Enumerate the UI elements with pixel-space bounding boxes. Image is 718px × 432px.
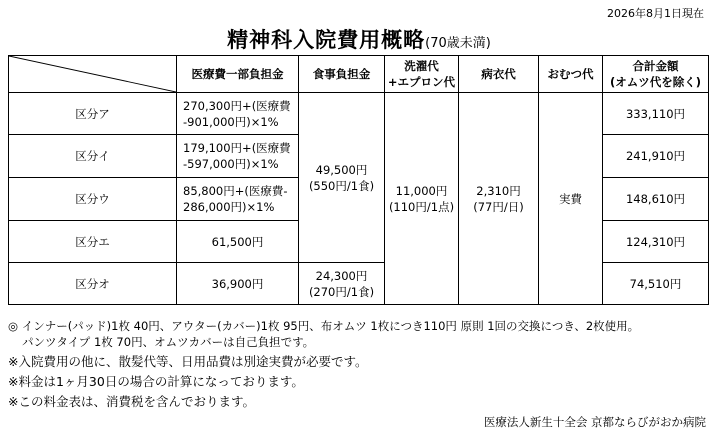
meal-cell-b: 24,300円 (270円/1食) bbox=[299, 263, 385, 305]
header-gown: 病衣代 bbox=[459, 56, 539, 93]
row-label: 区分ウ bbox=[9, 178, 177, 221]
diaper-notes bbox=[8, 318, 639, 350]
diaper-cell: 実費 bbox=[539, 93, 603, 305]
title-sub: (70歳未満) bbox=[425, 36, 491, 51]
laundry-cell: 11,000円 (110円/1点) bbox=[385, 93, 459, 305]
medical-cell: 61,500円 bbox=[177, 221, 299, 263]
medical-cell: 270,300円+(医療費 -901,000円)×1% bbox=[177, 93, 299, 135]
corner-cell bbox=[9, 56, 177, 93]
table-row bbox=[9, 93, 709, 135]
header-total: 合計金額 (オムツ代を除く) bbox=[603, 56, 709, 93]
note-item: ※この料金表は、消費税を含んでおります。 bbox=[8, 394, 255, 409]
row-label: 区分エ bbox=[9, 221, 177, 263]
note-item: ※入院費用の他に、散髪代等、日用品費は別途実費が必要です。 bbox=[8, 354, 368, 369]
medical-cell: 179,100円+(医療費 -597,000円)×1% bbox=[177, 135, 299, 178]
page-title bbox=[0, 24, 718, 54]
header-laundry: 洗濯代 +エプロン代 bbox=[385, 56, 459, 93]
title-main: 精神科入院費用概略 bbox=[227, 28, 426, 52]
note-line-2: パンツタイプ 1枚 70円、オムツカバーは自己負担です。 bbox=[22, 335, 315, 349]
diagonal-line bbox=[9, 56, 176, 92]
row-label: 区分ア bbox=[9, 93, 177, 135]
total-cell: 148,610円 bbox=[603, 178, 709, 221]
table-row bbox=[9, 263, 709, 305]
note-item: ※料金は1ヶ月30日の場合の計算になっております。 bbox=[8, 374, 304, 389]
row-label: 区分イ bbox=[9, 135, 177, 178]
row-label: 区分オ bbox=[9, 263, 177, 305]
date-label: 2026年8月1日現在 bbox=[607, 7, 704, 20]
total-cell: 241,910円 bbox=[603, 135, 709, 178]
hospital-footer: 医療法人新生十全会 京都ならびがおか病院 bbox=[483, 415, 706, 429]
header-row bbox=[9, 56, 709, 93]
header-diaper: おむつ代 bbox=[539, 56, 603, 93]
header-meal: 食事負担金 bbox=[299, 56, 385, 93]
header-medical: 医療費一部負担金 bbox=[177, 56, 299, 93]
note-line-1: ◎ インナー(パッド)1枚 40円、アウター(カバー)1枚 95円、布オムツ 1枚につき110円 原則 1回の交換につき、2枚使用。 bbox=[8, 319, 640, 333]
total-cell: 74,510円 bbox=[603, 263, 709, 305]
total-cell: 124,310円 bbox=[603, 221, 709, 263]
general-notes bbox=[8, 352, 367, 412]
medical-cell: 36,900円 bbox=[177, 263, 299, 305]
gown-cell: 2,310円 (77円/日) bbox=[459, 93, 539, 305]
medical-cell: 85,800円+(医療費- 286,000円)×1% bbox=[177, 178, 299, 221]
fee-table bbox=[8, 55, 709, 305]
total-cell: 333,110円 bbox=[603, 93, 709, 135]
meal-cell-a: 49,500円 (550円/1食) bbox=[299, 93, 385, 263]
